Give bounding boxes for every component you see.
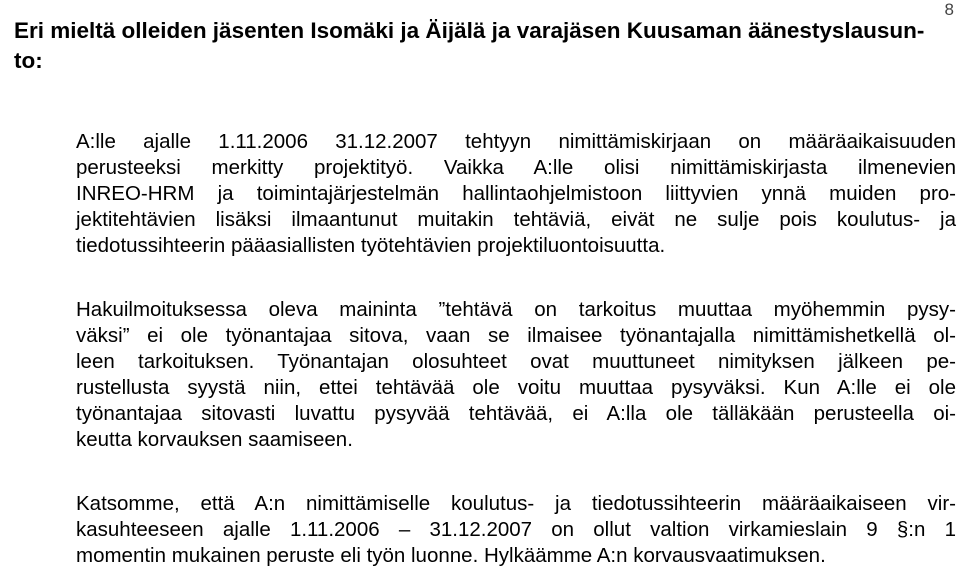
paragraph-line: perusteeksi merkitty projektityö. Vaikka A:lle olisi nimittämiskirjasta ilmenevien [76, 156, 956, 179]
page-number: 8 [944, 0, 954, 19]
paragraph-2 [76, 297, 956, 453]
paragraph-line: rustellusta syystä niin, ettei tehtävää ole voitu muuttaa pysyväksi. Kun A:lle ei ole [76, 376, 956, 399]
paragraph-line: A:lle ajalle 1.11.2006 31.12.2007 tehtyyn nimittämiskirjaan on määräaikaisuuden [76, 130, 956, 153]
paragraph-1 [76, 129, 956, 259]
paragraph-line: INREO-HRM ja toimintajärjestelmän hallintaohjelmistoon liittyvien ynnä muiden pro- [76, 182, 956, 205]
heading-line: Eri mieltä olleiden jäsenten Isomäki ja Äijälä ja varajäsen Kuusaman äänestyslausun- [14, 18, 925, 43]
paragraph-line: leen tarkoituksen. Työnantajan olosuhteet ovat muuttuneet nimityksen jälkeen pe- [76, 350, 956, 373]
heading-line: to: [14, 48, 43, 73]
paragraph-line: väksi” ei ole työnantajaa sitova, vaan se ilmaisee työnantajalla nimittämishetkellä ol- [76, 324, 956, 347]
paragraph-line: keutta korvauksen saamiseen. [76, 428, 353, 451]
paragraph-line: Hakuilmoituksessa oleva maininta ”tehtävä on tarkoitus muuttaa myöhemmin pysy- [76, 298, 956, 321]
paragraph-line: kasuhteeseen ajalle 1.11.2006 – 31.12.2007 on ollut valtion virkamieslain 9 §:n 1 [76, 518, 956, 541]
paragraph-line: Katsomme, että A:n nimittämiselle koulutus- ja tiedotussihteerin määräaikaiseen vir- [76, 492, 956, 515]
paragraph-line: jektitehtävien lisäksi ilmaantunut muitakin tehtäviä, eivät ne sulje pois koulutus- ja [76, 208, 956, 231]
paragraph-line: momentin mukainen peruste eli työn luonne. Hylkäämme A:n korvausvaatimuksen. [76, 544, 826, 567]
paragraph-line: työnantajaa sitovasti luvattu pysyvää tehtävää, ei A:lla ole tälläkään perusteella oi- [76, 402, 956, 425]
paragraph-line: tiedotussihteerin pääasiallisten työtehtävien projektiluontoisuutta. [76, 234, 666, 257]
statement-heading [14, 16, 944, 76]
paragraph-3 [76, 491, 956, 569]
